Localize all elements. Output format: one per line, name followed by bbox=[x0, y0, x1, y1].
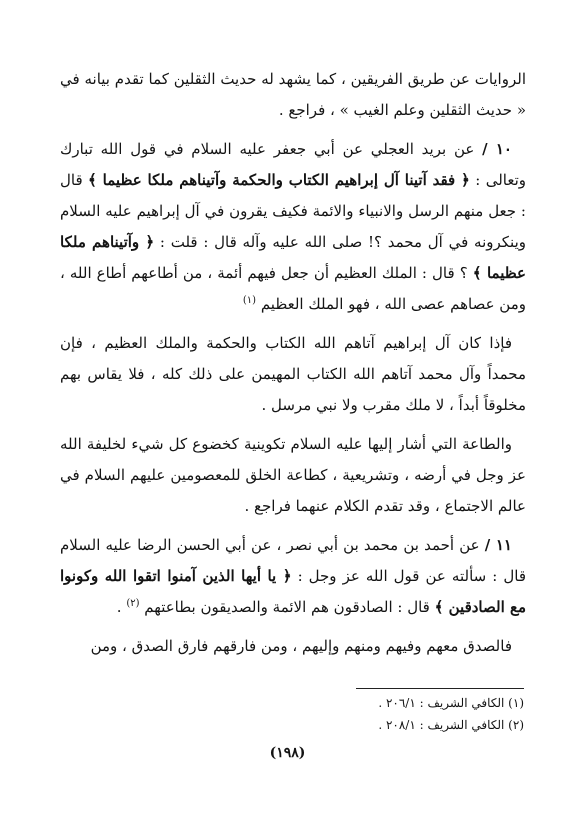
footnote-item: (١) الكافي الشريف : ٢٠٦/١ . bbox=[378, 696, 524, 710]
commentary-paragraph: والطاعة التي أشار إليها عليه السلام تكوينية كخضوع كل شيء لخليفة الله عز وجل في أرضه ، وتشريعية ، كطاعة الخلق للمعصومين عليهم السلام في عالم الاجتماع ، وقد تقدم الكلام عنهما فراجع . bbox=[60, 435, 526, 515]
quran-verse: ﴿ وآتيناهم ملكا عظيما ﴾ bbox=[60, 233, 526, 282]
hadith-text: قال : جعل منهم الرسل والانبياء والائمة فكيف يقرون في آل إبراهيم عليه السلام وينكرونه في آل محمد ؟! صلى الله عليه وآله قال : قلت : bbox=[60, 171, 526, 251]
main-text bbox=[60, 64, 526, 670]
hadith-text: عن أحمد بن محمد بن أبي نصر ، عن أبي الحسن الرضا عليه السلام قال : سألته عن قول الله عز وجل : bbox=[60, 536, 526, 585]
hadith-text: . bbox=[116, 598, 127, 616]
hadith-text: عن بريد العجلي عن أبي جعفر عليه السلام في قول الله تبارك وتعالى : bbox=[60, 140, 526, 189]
quran-verse: ﴿ يا أيها الذين آمنوا اتقوا الله وكونوا مع الصادقين ﴾ bbox=[60, 567, 526, 616]
footnotes bbox=[250, 692, 524, 736]
hadith-text: ؟ قال : الملك العظيم أن جعل فيهم أئمة ، من أطاعهم أطاع الله ، ومن عصاهم عصى الله ، فهو الملك العظيم bbox=[60, 264, 526, 313]
hadith-11 bbox=[60, 530, 526, 623]
footnote-marker[interactable]: (١) bbox=[242, 295, 257, 306]
hadith-text: قال : الصادقون هم الائمة والصديقون بطاعتهم bbox=[144, 598, 435, 616]
quran-verse: ﴿ فقد آتينا آل إبراهيم الكتاب والحكمة وآتيناهم ملكا عظيما ﴾ bbox=[88, 171, 470, 189]
paragraph-continuation: الروايات عن طريق الفريقين ، كما يشهد له حديث الثقلين كما تقدم بيانه في « حديث الثقلين وعلم الغيب » ، فراجع . bbox=[60, 70, 526, 119]
commentary-paragraph: فالصدق معهم وفيهم ومنهم وإليهم ، ومن فارقهم فارق الصدق ، ومن bbox=[90, 637, 512, 655]
footnote-item: (٢) الكافي الشريف : ٢٠٨/١ . bbox=[378, 718, 524, 732]
footnote-divider bbox=[356, 688, 524, 689]
footnote-marker[interactable]: (٢) bbox=[126, 598, 140, 609]
hadith-10 bbox=[60, 134, 526, 320]
hadith-number: ١٠ / bbox=[482, 140, 512, 158]
hadith-number: ١١ / bbox=[484, 536, 512, 554]
commentary-paragraph: فإذا كان آل إبراهيم آتاهم الله الكتاب والحكمة والملك العظيم ، فإن محمداً وآل محمد آتاهم الله الكتاب المهيمن على ذلك كله ، فلا يقاس بهم مخلوقاً أبداً ، لا ملك مقرب ولا نبي مرسل . bbox=[60, 334, 526, 414]
page-number: (١٩٨) bbox=[269, 745, 306, 761]
